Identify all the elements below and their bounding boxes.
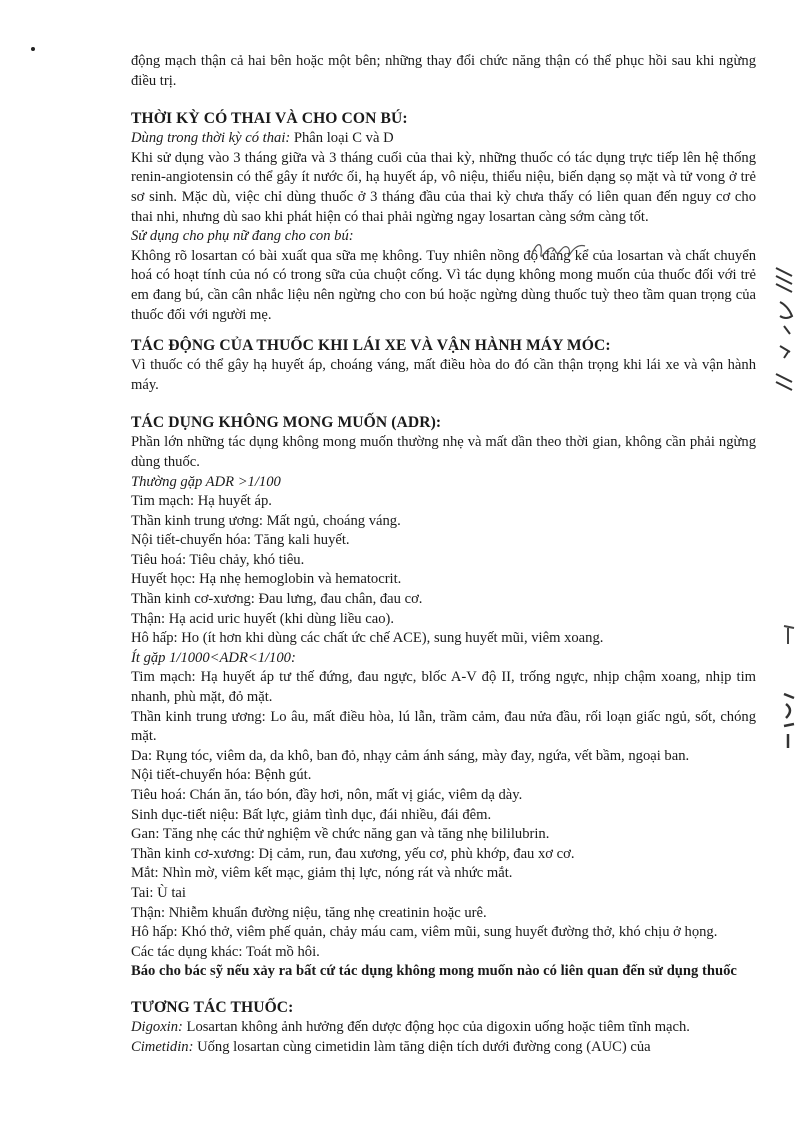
adr-rare-item: Mắt: Nhìn mờ, viêm kết mạc, giảm thị lực, nóng rát và nhức mắt. <box>131 865 513 882</box>
digoxin-label: Digoxin: <box>131 1018 183 1035</box>
margin-scan-mark-2 <box>780 620 800 650</box>
interactions-heading: TƯƠNG TÁC THUỐC: <box>131 998 294 1016</box>
adr-heading: TÁC DỤNG KHÔNG MONG MUỐN (ADR): <box>131 414 442 432</box>
pregnancy-section <box>131 109 756 325</box>
adr-common-item: Huyết học: Hạ nhẹ hemoglobin và hematocrit. <box>131 571 402 588</box>
adr-rare-item: Thận: Nhiễm khuẩn đường niệu, tăng nhẹ creatinin hoặc urê. <box>131 904 487 921</box>
adr-common-label: Thường gặp ADR >1/100 <box>131 473 281 490</box>
cimetidin-text: Uống losartan cùng cimetidin làm tăng diện tích dưới đường cong (AUC) của <box>193 1038 651 1055</box>
adr-rare-item: Các tác dụng khác: Toát mồ hôi. <box>131 943 320 960</box>
pregnancy-sub1-label: Dùng trong thời kỳ có thai: <box>131 130 291 147</box>
adr-rare-item: Thần kinh trung ương: Lo âu, mất điều hòa, lú lẫn, trầm cảm, đau nửa đầu, rối loạn giấc ngủ, sốt, chóng mặt. <box>131 708 756 745</box>
pregnancy-sub1 <box>131 129 756 149</box>
interactions-section <box>131 998 756 1057</box>
adr-rare-item: Sinh dục-tiết niệu: Bất lực, giảm tình dục, đái nhiều, đái đêm. <box>131 806 492 823</box>
digoxin-text: Losartan không ảnh hưởng đến dược động học của digoxin uống hoặc tiêm tĩnh mạch. <box>182 1018 690 1035</box>
adr-section <box>131 413 756 982</box>
handwritten-initials <box>527 236 587 266</box>
pregnancy-heading: THỜI KỲ CÓ THAI VÀ CHO CON BÚ: <box>131 110 408 128</box>
driving-heading: TÁC ĐỘNG CỦA THUỐC KHI LÁI XE VÀ VẬN HÀNH MÁY MÓC: <box>131 337 611 355</box>
adr-common-list <box>131 492 756 649</box>
adr-rare-list <box>131 668 756 962</box>
adr-common-item: Nội tiết-chuyển hóa: Tăng kali huyết. <box>131 532 350 549</box>
margin-scan-mark <box>770 262 800 402</box>
driving-section <box>131 336 756 395</box>
adr-common-item: Hô hấp: Ho (ít hơn khi dùng các chất ức chế ACE), sung huyết mũi, viêm xoang. <box>131 630 604 647</box>
adr-common-item: Thần kinh trung ương: Mất ngủ, choáng váng. <box>131 512 401 529</box>
adr-common-item: Tim mạch: Hạ huyết áp. <box>131 493 272 510</box>
pregnancy-sub1-text: Khi sử dụng vào 3 tháng giữa và 3 tháng cuối của thai kỳ, những thuốc có tác dụng trực tiếp lên hệ thống renin-angiotensin có thể gây ít nước ối, hạ huyết áp, vô niệu, thiểu niệu, biến dạng sọ mặt và tử vong ở trẻ sơ sinh. Mặc dù, việc chỉ dùng thuốc ở 3 tháng đầu của thai kỳ chưa thấy có liên quan đến nguy cơ cho thai nhi, nhưng dù sao khi phát hiện có thai phải ngừng ngay losartan càng sớm càng tốt. <box>131 149 756 225</box>
adr-rare-item: Hô hấp: Khó thở, viêm phế quản, chảy máu cam, viêm mũi, sung huyết đường thở, khó chịu ở họng. <box>131 924 718 941</box>
adr-common-item: Thận: Hạ acid uric huyết (khi dùng liều cao). <box>131 610 395 627</box>
adr-rare-item: Tim mạch: Hạ huyết áp tư thế đứng, đau ngực, blốc A-V độ II, trống ngực, nhịp chậm xoang, nhịp tim nhanh, phù mặt, đỏ mặt. <box>131 669 756 706</box>
cimetidin-label: Cimetidin: <box>131 1038 194 1055</box>
adr-rare-item: Nội tiết-chuyển hóa: Bệnh gút. <box>131 767 312 784</box>
intro-paragraph: động mạch thận cả hai bên hoặc một bên; những thay đổi chức năng thận có thể phục hồi sau khi ngừng điều trị. <box>131 53 756 89</box>
adr-intro: Phần lớn những tác dụng không mong muốn thường nhẹ và mất dần theo thời gian, không cần phải ngừng dùng thuốc. <box>131 434 756 470</box>
adr-rare-item: Thần kinh cơ-xương: Dị cảm, run, đau xương, yếu cơ, phù khớp, đau xơ cơ. <box>131 845 575 862</box>
pregnancy-sub1-value: Phân loại C và D <box>290 130 394 147</box>
adr-warning: Báo cho bác sỹ nếu xảy ra bất cứ tác dụng không mong muốn nào có liên quan đến sử dụng thuốc <box>131 963 737 980</box>
adr-rare-item: Tiêu hoá: Chán ăn, táo bón, đầy hơi, nôn, mất vị giác, viêm dạ dày. <box>131 787 523 803</box>
adr-common-item: Thần kinh cơ-xương: Đau lưng, đau chân, đau cơ. <box>131 591 423 608</box>
cimetidin-line <box>131 1038 756 1058</box>
adr-rare-item: Tai: Ù tai <box>131 884 186 901</box>
adr-common-item: Tiêu hoá: Tiêu chảy, khó tiêu. <box>131 551 305 568</box>
pregnancy-sub2-text: Không rõ losartan có bài xuất qua sữa mẹ không. Tuy nhiên nồng độ đáng kể của losartan và chất chuyển hoá có hoạt tính của nó có trong sữa của chuột cống. Vì tác dụng không mong muốn của thuốc đối với trẻ em đang bú, cần cân nhắc liệu nên ngừng cho con bú hoặc ngừng dùng thuốc tuỳ theo tầm quan trọng của thuốc đối với người mẹ. <box>131 247 756 323</box>
adr-rare-item: Da: Rụng tóc, viêm da, da khô, ban đỏ, nhạy cảm ánh sáng, mày đay, ngứa, vết bầm, ngoại ban. <box>131 747 690 764</box>
driving-text: Vì thuốc có thể gây hạ huyết áp, choáng váng, mất điều hòa do đó cần thận trọng khi lái xe và vận hành máy. <box>131 357 756 393</box>
adr-rare-label: Ít gặp 1/1000<ADR<1/100: <box>131 649 296 666</box>
pregnancy-sub2-label: Sử dụng cho phụ nữ đang cho con bú: <box>131 228 354 245</box>
adr-rare-item: Gan: Tăng nhẹ các thử nghiệm về chức năng gan và tăng nhẹ bililubrin. <box>131 826 550 843</box>
document-page <box>131 52 756 1057</box>
digoxin-line <box>131 1018 756 1038</box>
margin-scan-mark-3 <box>778 690 800 750</box>
scan-speck <box>31 47 35 51</box>
